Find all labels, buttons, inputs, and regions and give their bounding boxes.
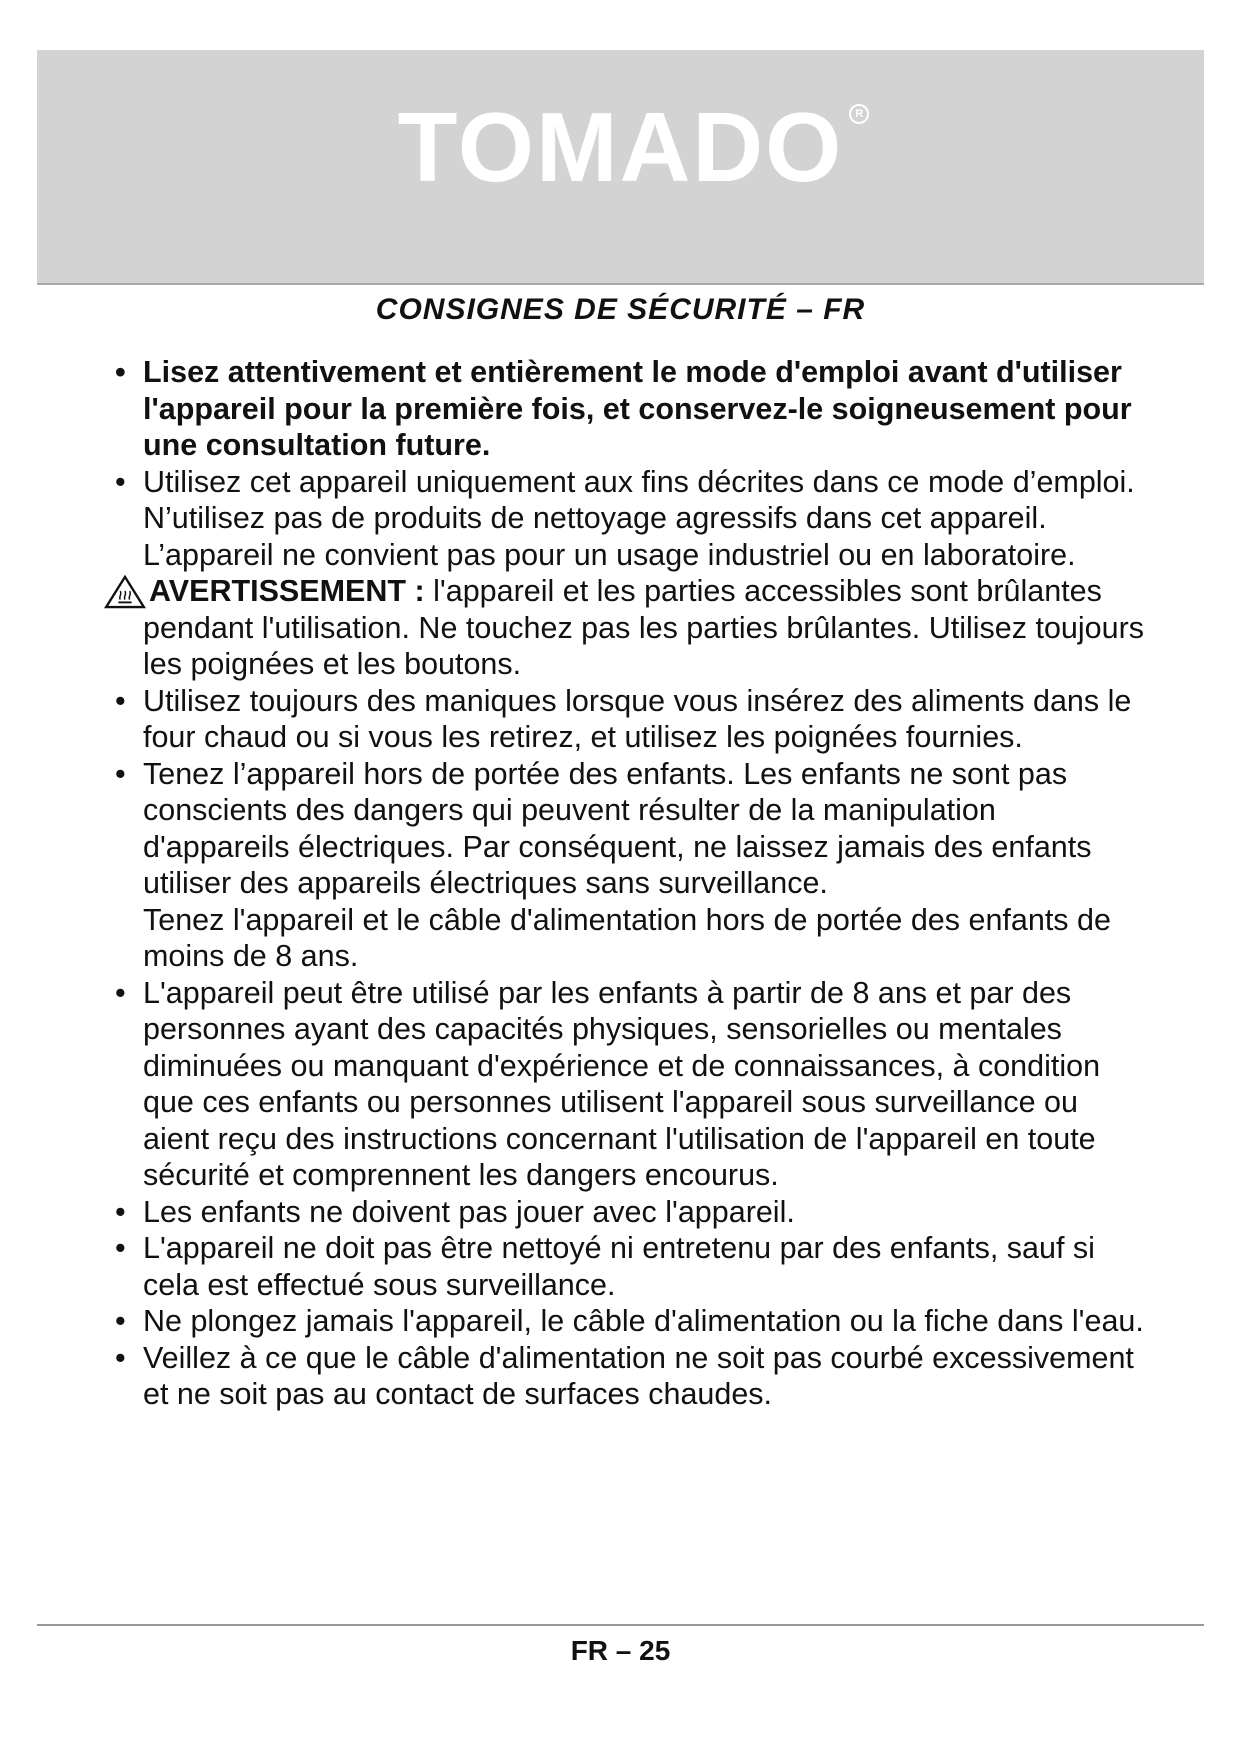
- list-item: [115, 1230, 1145, 1303]
- item-text: Utilisez toujours des maniques lorsque vous insérez des aliments dans le four chaud ou si vous les retirez, et utilisez les poignées fournies.: [143, 683, 1132, 754]
- warning-label: AVERTISSEMENT :: [149, 574, 425, 608]
- hot-surface-warning-icon: [103, 575, 147, 609]
- registered-mark-icon: R: [849, 104, 869, 124]
- item-text: L'appareil peut être utilisé par les enfants à partir de 8 ans et par des personnes ayant des capacités physiques, sensorielles ou mentales diminuées ou manquant d'expérience et de connaissances, à condition que ces enfants ou personnes utilisent l'appareil sous surveillance ou aient reçu des instructions concernant l'utilisation de l'appareil en toute sécurité et comprennent les dangers encourus.: [143, 975, 1101, 1192]
- item-text: Lisez attentivement et entièrement le mode d'emploi avant d'utiliser l'appareil pour la première fois, et conservez-le soigneusement pour une consultation future.: [143, 355, 1132, 462]
- safety-instructions-list: [115, 354, 1145, 1413]
- bullet-icon: •: [115, 1231, 126, 1265]
- list-item: [115, 975, 1145, 1194]
- bullet-icon: •: [115, 975, 126, 1010]
- bullet-icon: •: [115, 1304, 126, 1338]
- bullet-icon: •: [115, 683, 126, 718]
- header-band: [37, 50, 1204, 285]
- item-text: Les enfants ne doivent pas jouer avec l'appareil.: [143, 1194, 795, 1229]
- bullet-icon: •: [115, 355, 126, 389]
- item-text: Veillez à ce que le câble d'alimentation ne soit pas courbé excessivement et ne soit pas au contact de surfaces chaudes.: [143, 1340, 1134, 1411]
- list-item: [115, 464, 1145, 574]
- brand-logo: [397, 91, 864, 202]
- item-text: Tenez l’appareil hors de portée des enfants. Les enfants ne sont pas conscients des dangers qui peuvent résulter de la manipulation d'appareils électriques. Par conséquent, ne laissez jamais des enfants utiliser des appareils électriques sans surveillance.: [143, 756, 1092, 900]
- list-item: [115, 1303, 1145, 1340]
- list-item: [115, 756, 1145, 975]
- item-text: Ne plongez jamais l'appareil, le câble d'alimentation ou la fiche dans l'eau.: [143, 1304, 1144, 1338]
- bullet-icon: •: [115, 1194, 126, 1229]
- warning-text: l'appareil et les parties accessibles sont brûlantes pendant l'utilisation. Ne touchez pas les parties brûlantes. Utilisez toujours les poignées et les boutons.: [143, 574, 1145, 681]
- list-item: [115, 1194, 1145, 1231]
- item-text-continued: Tenez l'appareil et le câble d'alimentation hors de portée des enfants de moins de 8 ans.: [143, 902, 1111, 973]
- footer-divider: [37, 1624, 1204, 1626]
- page-title: CONSIGNES DE SÉCURITÉ – FR: [375, 293, 866, 326]
- item-text: Utilisez cet appareil uniquement aux fins décrites dans ce mode d’emploi. N’utilisez pas de produits de nettoyage agressifs dans cet appareil. L’appareil ne convient pas pour un usage industriel ou en laboratoire.: [143, 464, 1135, 572]
- item-text: L'appareil ne doit pas être nettoyé ni entretenu par des enfants, sauf si cela est effectué sous surveillance.: [143, 1231, 1095, 1302]
- bullet-icon: •: [115, 756, 126, 791]
- list-item: [115, 1340, 1145, 1413]
- brand-name: TOMADO: [397, 91, 844, 202]
- list-item: [115, 683, 1145, 756]
- list-item: [115, 354, 1145, 464]
- bullet-icon: •: [115, 1340, 126, 1375]
- warning-item: [115, 573, 1145, 683]
- bullet-icon: •: [115, 464, 126, 499]
- page-number: FR – 25: [570, 1635, 671, 1666]
